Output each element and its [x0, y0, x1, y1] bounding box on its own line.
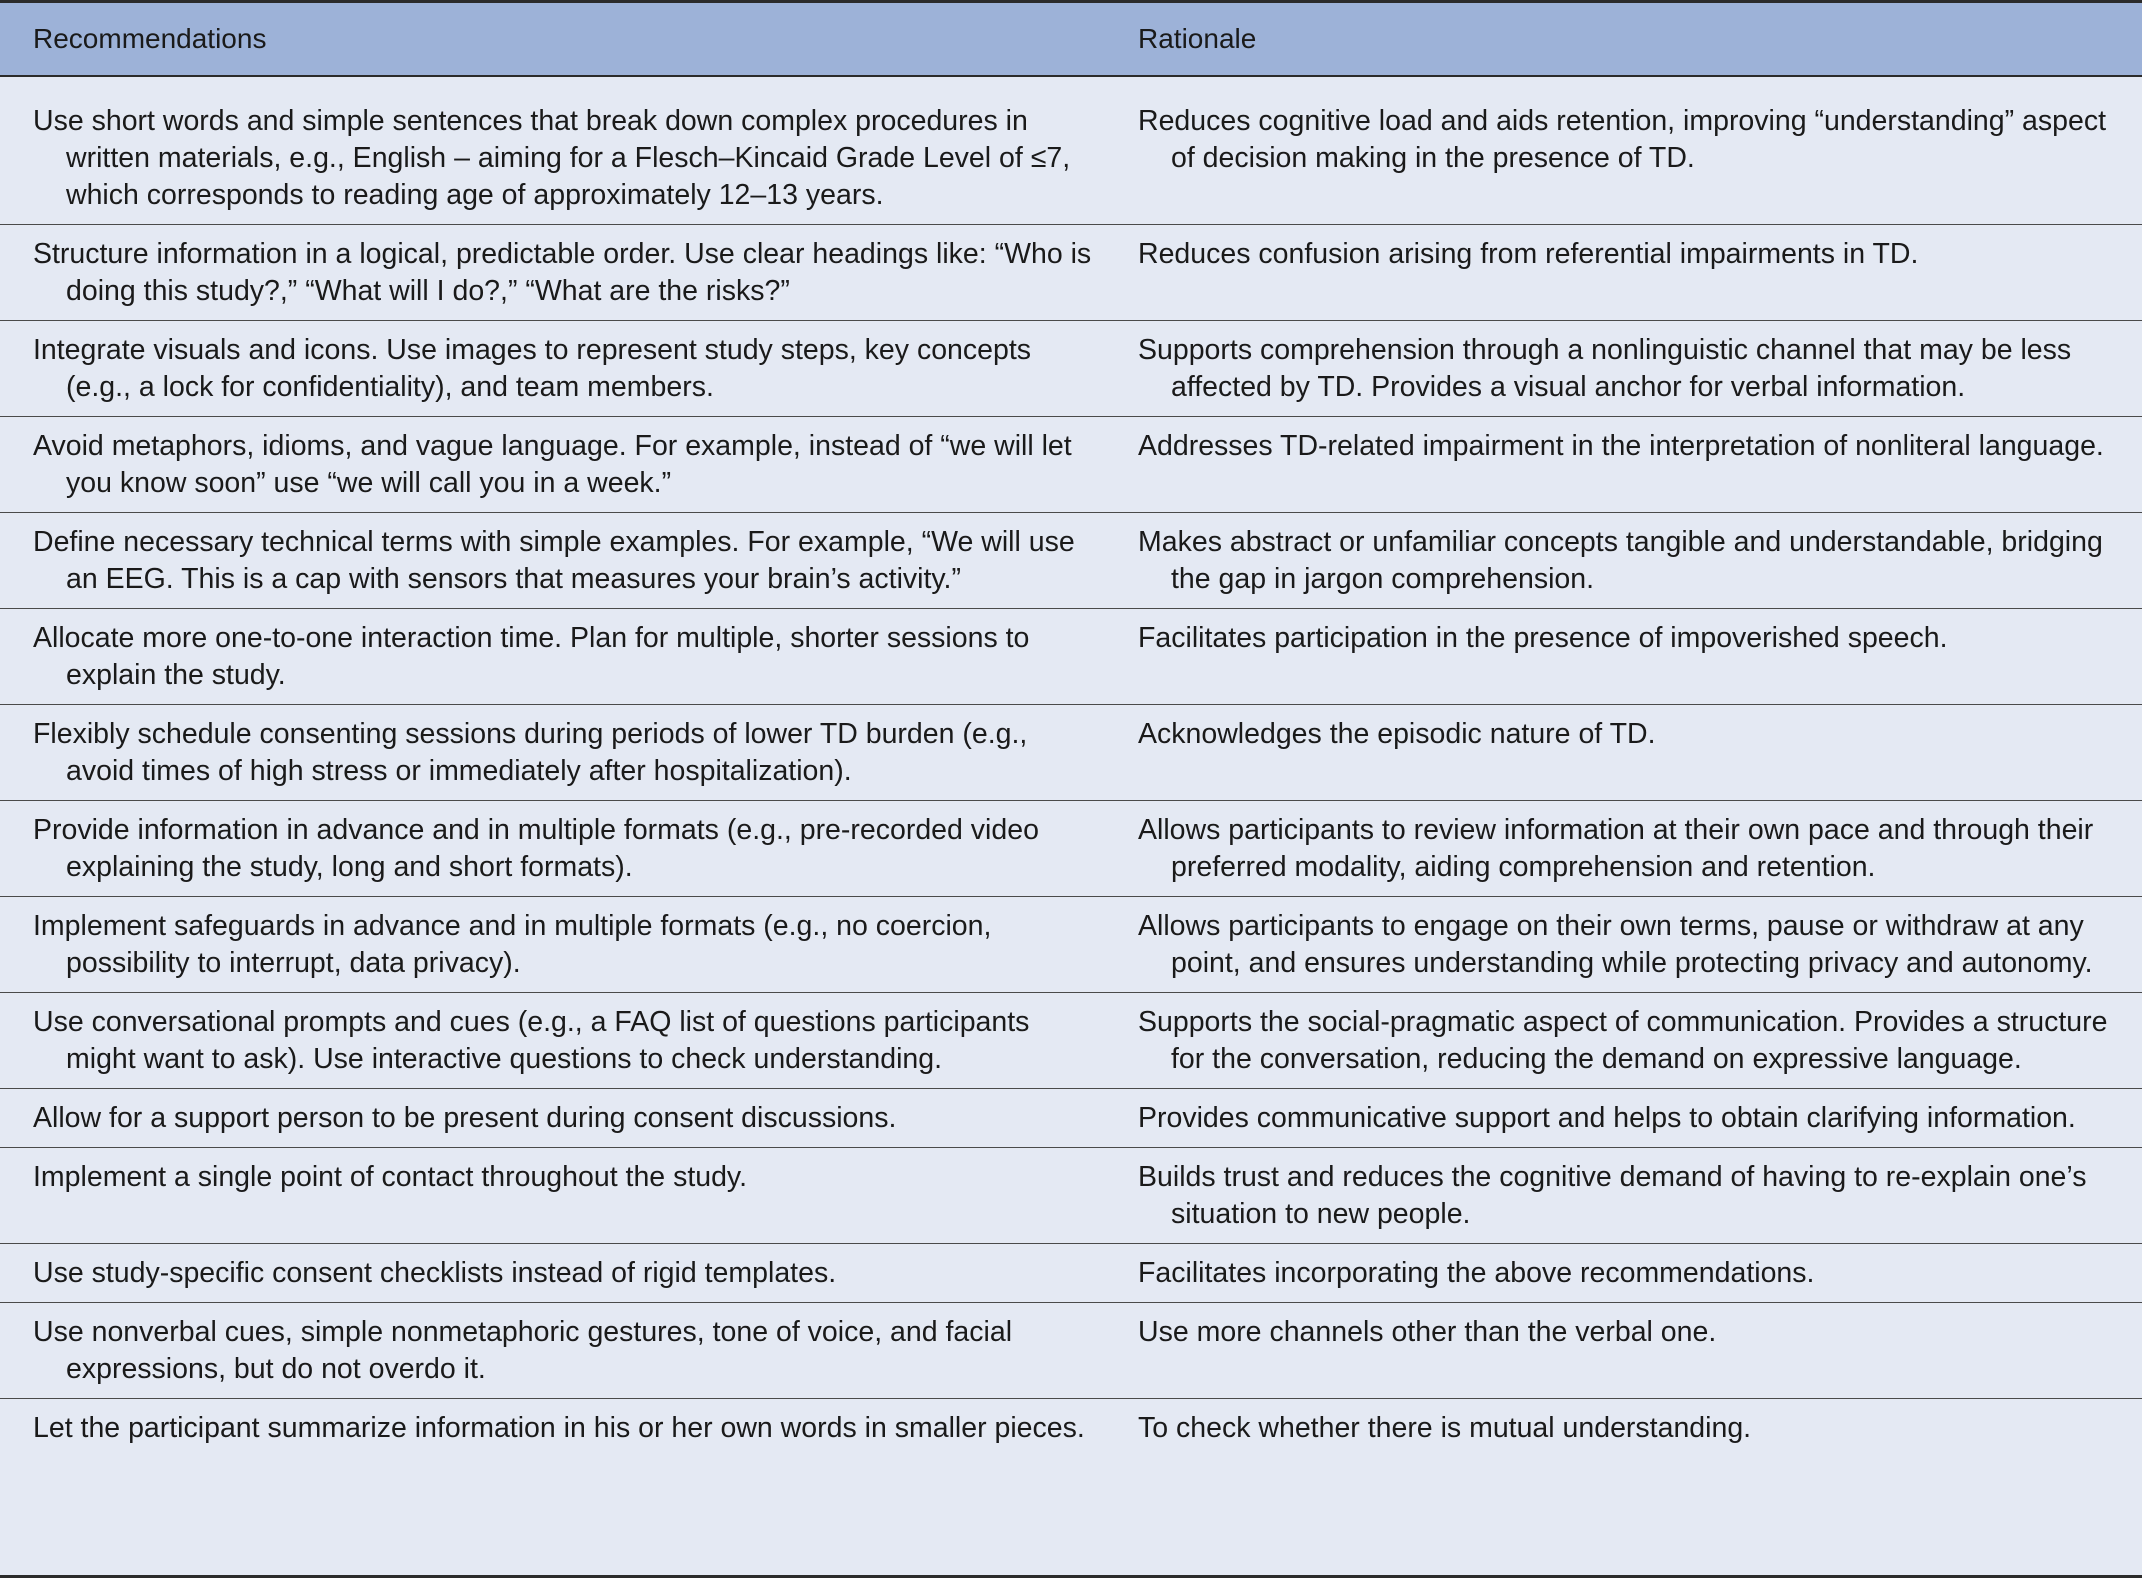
table-row [0, 705, 2142, 801]
header-row [0, 3, 2142, 76]
column-header-recommendations: Recommendations [0, 3, 1105, 76]
rationale-cell [1105, 993, 2142, 1089]
recommendation-cell [0, 1148, 1105, 1244]
recommendation-text: Implement safeguards in advance and in multiple formats (e.g., no coercion, possibility to interrupt, data privacy). [33, 910, 992, 979]
rationale-text: Allows participants to engage on their own terms, pause or withdraw at any point, and ensures understanding while protecting privacy and autonomy. [1138, 910, 2093, 979]
recommendation-text: Define necessary technical terms with simple examples. For example, “We will use an EEG. This is a cap with sensors that measures your brain’s activity.” [33, 526, 1075, 595]
recommendation-text: Allocate more one-to-one interaction time. Plan for multiple, shorter sessions to explain the study. [33, 622, 1030, 691]
recommendation-cell [0, 1244, 1105, 1303]
rationale-cell [1105, 801, 2142, 897]
rationale-cell [1105, 1089, 2142, 1148]
rationale-text: Acknowledges the episodic nature of TD. [1138, 718, 1656, 750]
recommendation-cell [0, 609, 1105, 705]
recommendation-text: Structure information in a logical, predictable order. Use clear headings like: “Who is doing this study?,” “What will I do?,” “What are the risks?” [33, 238, 1092, 307]
recommendation-cell [0, 1399, 1105, 1458]
rationale-text: Builds trust and reduces the cognitive demand of having to re-explain one’s situation to new people. [1138, 1161, 2087, 1230]
rationale-text: Addresses TD-related impairment in the interpretation of nonliteral language. [1138, 430, 2104, 462]
table-row [0, 993, 2142, 1089]
rationale-text: Use more channels other than the verbal one. [1138, 1316, 1717, 1348]
recommendation-text: Allow for a support person to be present during consent discussions. [33, 1102, 897, 1134]
recommendation-text: Flexibly schedule consenting sessions during periods of lower TD burden (e.g., avoid times of high stress or immediately after hospitalization). [33, 718, 1028, 787]
recommendation-text: Provide information in advance and in multiple formats (e.g., pre-recorded video explaining the study, long and short formats). [33, 814, 1039, 883]
recommendation-text: Implement a single point of contact throughout the study. [33, 1161, 747, 1193]
rationale-cell [1105, 76, 2142, 225]
table-row [0, 321, 2142, 417]
rationale-cell [1105, 1399, 2142, 1458]
recommendation-text: Use study-specific consent checklists instead of rigid templates. [33, 1257, 837, 1289]
table-row [0, 1148, 2142, 1244]
table-row [0, 1399, 2142, 1458]
rationale-cell [1105, 897, 2142, 993]
rationale-text: To check whether there is mutual understanding. [1138, 1412, 1752, 1444]
recommendation-cell [0, 513, 1105, 609]
rationale-text: Reduces cognitive load and aids retention, improving “understanding” aspect of decision making in the presence of TD. [1138, 105, 2106, 174]
rationale-text: Allows participants to review information at their own pace and through their preferred modality, aiding comprehension and retention. [1138, 814, 2094, 883]
recommendation-text: Use short words and simple sentences that break down complex procedures in written materials, e.g., English – aiming for a Flesch–Kincaid Grade Level of ≤7, which corresponds to reading age of approximately 12–13 years. [33, 105, 1071, 211]
recommendation-cell [0, 993, 1105, 1089]
table-row [0, 609, 2142, 705]
recommendation-text: Avoid metaphors, idioms, and vague language. For example, instead of “we will let you know soon” use “we will call you in a week.” [33, 430, 1072, 499]
table-row [0, 225, 2142, 321]
rationale-cell [1105, 513, 2142, 609]
rationale-cell [1105, 321, 2142, 417]
table-row [0, 1089, 2142, 1148]
rationale-text: Facilitates participation in the presence of impoverished speech. [1138, 622, 1948, 654]
table-header [0, 3, 2142, 76]
rationale-text: Supports comprehension through a nonlinguistic channel that may be less affected by TD. Provides a visual anchor for verbal information. [1138, 334, 2072, 403]
rationale-text: Makes abstract or unfamiliar concepts tangible and understandable, bridging the gap in jargon comprehension. [1138, 526, 2103, 595]
rationale-cell [1105, 1244, 2142, 1303]
recommendation-cell [0, 1303, 1105, 1399]
rationale-cell [1105, 705, 2142, 801]
table-body [0, 76, 2142, 1457]
recommendation-cell [0, 801, 1105, 897]
table-row [0, 801, 2142, 897]
recommendation-text: Integrate visuals and icons. Use images to represent study steps, key concepts (e.g., a lock for confidentiality), and team members. [33, 334, 1032, 403]
rationale-text: Supports the social-pragmatic aspect of communication. Provides a structure for the conversation, reducing the demand on expressive language. [1138, 1006, 2108, 1075]
rationale-cell [1105, 1303, 2142, 1399]
rationale-text: Reduces confusion arising from referential impairments in TD. [1138, 238, 1919, 270]
recommendation-cell [0, 705, 1105, 801]
recommendation-text: Use conversational prompts and cues (e.g., a FAQ list of questions participants might want to ask). Use interactive questions to check understanding. [33, 1006, 1030, 1075]
recommendation-cell [0, 897, 1105, 993]
rationale-text: Facilitates incorporating the above recommendations. [1138, 1257, 1815, 1289]
table-row [0, 76, 2142, 225]
column-header-rationale: Rationale [1105, 3, 2142, 76]
table-row [0, 513, 2142, 609]
recommendation-cell [0, 417, 1105, 513]
recommendation-cell [0, 76, 1105, 225]
table-row [0, 417, 2142, 513]
recommendation-cell [0, 321, 1105, 417]
rationale-cell [1105, 1148, 2142, 1244]
recommendation-text: Let the participant summarize information in his or her own words in smaller pieces. [33, 1412, 1085, 1444]
table [0, 3, 2142, 1457]
recommendation-cell [0, 225, 1105, 321]
table-row [0, 1244, 2142, 1303]
recommendation-cell [0, 1089, 1105, 1148]
rationale-cell [1105, 609, 2142, 705]
rationale-cell [1105, 417, 2142, 513]
recommendation-text: Use nonverbal cues, simple nonmetaphoric gestures, tone of voice, and facial expressions, but do not overdo it. [33, 1316, 1013, 1385]
table-row [0, 897, 2142, 993]
table-row [0, 1303, 2142, 1399]
rationale-cell [1105, 225, 2142, 321]
rationale-text: Provides communicative support and helps to obtain clarifying information. [1138, 1102, 2076, 1134]
